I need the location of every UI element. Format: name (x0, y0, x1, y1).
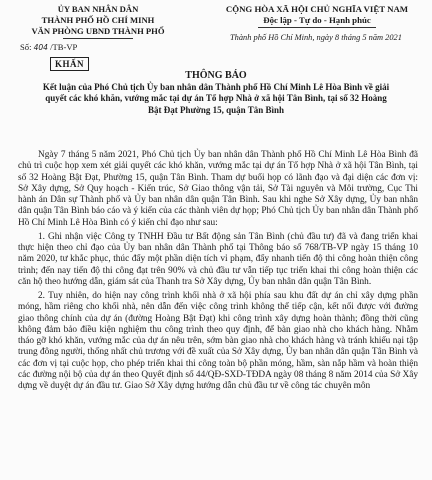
issuing-authority-header (4, 4, 192, 39)
date-line: Thành phố Hồ Chí Minh, ngày 8 tháng 5 năm 2021 (230, 33, 402, 42)
document-subject: Kết luận của Phó Chủ tịch Ủy ban nhân dân Thành phố Hồ Chí Minh Lê Hòa Bình về giải quyết các khó khăn, vướng mắc tại dự án Tổ hợp Nhà ở xã hội Tân Bình, tại số 32 Hoàng Bật Đạt Phường 15, quận Tân Bình (42, 82, 390, 115)
urgent-stamp: KHẨN (50, 57, 89, 71)
document-body (18, 150, 418, 395)
national-motto: Độc lập - Tự do - Hạnh phúc (263, 15, 371, 25)
national-motto-header (206, 4, 428, 28)
paragraph-1: 1. Ghi nhận việc Công ty TNHH Đầu tư Bất động sản Tân Bình (chủ đầu tư) đã và đang triển khai thực hiện theo chỉ đạo của Ủy ban nhân dân Thành phố tại Thông báo số 768/TB-VP ngày 15 tháng 10 năm 2020, tư khắc phục, thúc đẩy một phần diện tích vỉ phạm, đẩy nhanh tiến độ thi công hoàn thiện công trình; đến nay tiến độ thi công đạt trên 90% và chủ đầu tư vẫn tiếp tục triển khai thi công hoàn thiện các căn hộ theo hướng dẫn, giám sát của Thanh tra Sở Xây dựng, Ủy ban nhân dân quận Tân Bình. (18, 231, 418, 287)
motto-underline (258, 27, 376, 28)
authority-underline (63, 38, 133, 39)
authority-line-1: ỦY BAN NHÂN DÂN (57, 4, 139, 14)
document-title: THÔNG BÁO (185, 70, 247, 81)
national-title: CỘNG HÒA XÃ HỘI CHỦ NGHĨA VIỆT NAM (225, 4, 409, 14)
paragraph-2: 2. Tuy nhiên, do hiện nay công trình khối nhà ở xã hội phía sau khu đất dự án chỉ xây dựng phần móng, hầm riêng cho khối nhà, nên dẫn đến việc công trình không thể tiếp cận, kết nối được với đường giao thông chính của dự án (đường Hoàng Bật Đạt) khi công trình xây dựng hoàn thành; đồng thời cũng không đảm bảo điều kiện nghiệm thu công trình theo quy định, để bàn giao nhà cho khách hàng. Nhằm tháo gỡ khó khăn, vướng mắc của dự án nêu trên, sớm bàn giao nhà cho khách hàng và tránh khiếu nại tập trung đông người, thống nhất chủ trương với đề xuất của Sở Xây dựng, Ủy ban nhân dân quận Tân Bình và các đơn vị tại cuộc họp, cho phép triển khai thi công toàn bộ phần móng, hầm, sàn nắp hầm và hoàn thiện các đường nội bộ của dự án theo Quyết định số 44/QĐ-SXD-TĐDA ngày 08 tháng 8 năm 2014 của Sở Xây dựng về duyệt dự án đầu tư. Giao Sở Xây dựng hướng dẫn chủ đầu tư về công tác chuyên môn (18, 291, 418, 391)
authority-line-2: THÀNH PHỐ HỒ CHÍ MINH (41, 15, 155, 25)
doc-number-value: 404 (33, 43, 48, 52)
doc-number-prefix: Số: (20, 42, 32, 52)
authority-line-3: VĂN PHÒNG UBND THÀNH PHỐ (31, 26, 165, 36)
doc-number-suffix: /TB-VP (50, 42, 78, 52)
document-number (20, 42, 77, 52)
paragraph-intro: Ngày 7 tháng 5 năm 2021, Phó Chủ tịch Ủy ban nhân dân Thành phố Hồ Chí Minh Lê Hòa Bình đã chủ trì cuộc họp xem xét giải quyết các khó khăn, vướng mắc tại dự án Tổ hợp Nhà ở xã hội Tân Bình, tại số 32 Hoàng Bật Đạt, Phường 15, quận Tân Bình. Tham dự buổi họp có lãnh đạo và đại diện các đơn vị: Sở Xây dựng, Sở Quy hoạch - Kiến trúc, Sở Giao thông vận tải, Sở Tài nguyên và Môi trường, Cục Thi hành án Dân sự Thành phố và Ủy ban nhân dân quận Tân Bình. Sau khi nghe Sở Xây dựng, Ủy ban nhân dân quận Tân Bình báo cáo và ý kiến của các thành viên dự họp; Phó Chủ tịch Ủy ban nhân dân Thành phố Hồ Chí Minh Lê Hòa Bình có ý kiến chỉ đạo như sau: (18, 150, 418, 228)
